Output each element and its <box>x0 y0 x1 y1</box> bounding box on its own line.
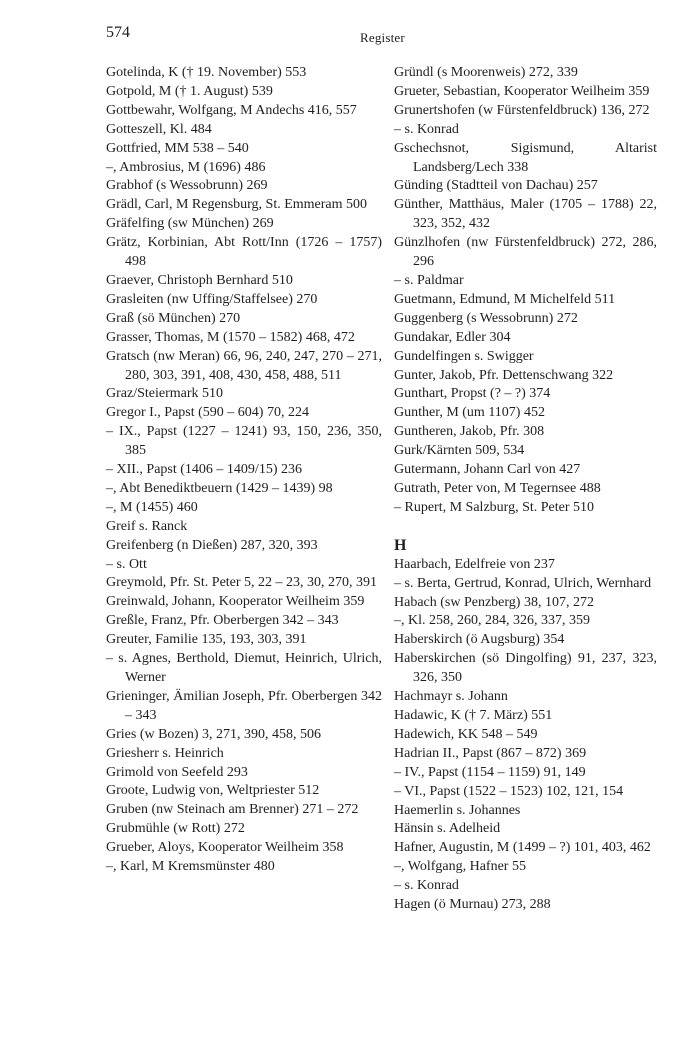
page-number: 574 <box>106 24 130 41</box>
index-entry: – s. Paldmar <box>394 272 464 288</box>
index-entry: –, Ambrosius, M (1696) 486 <box>106 159 266 175</box>
index-entry: Hadewich, KK 548 – 549 <box>394 726 538 742</box>
index-entry: Grueber, Aloys, Kooperator Weilheim 358 <box>106 840 344 856</box>
index-entry: Gotpold, M († 1. August) 539 <box>106 83 273 99</box>
index-entry: Graever, Christoph Bernhard 510 <box>106 272 293 288</box>
index-entry: – s. Konrad <box>394 121 459 137</box>
index-entry: Graz/Steiermark 510 <box>106 386 224 402</box>
index-entry: Grimold von Seefeld 293 <box>106 764 248 780</box>
index-entry: Griesherr s. Heinrich <box>106 745 224 761</box>
index-entry: – VI., Papst (1522 – 1523) 102, 121, 154 <box>394 783 624 799</box>
index-entry: Grubmühle (w Rott) 272 <box>106 821 245 837</box>
index-entry: – IV., Papst (1154 – 1159) 91, 149 <box>394 764 586 780</box>
index-entry: Gunter, Jakob, Pfr. Dettenschwang 322 <box>394 367 614 383</box>
index-entry: Grieninger, Ämilian Joseph, Pfr. Oberbergen 342 – 343 <box>106 688 382 723</box>
index-entry: Hadawic, K († 7. März) 551 <box>394 708 553 723</box>
index-entry: Günther, Matthäus, Maler (1705 – 1788) 22, 323, 352, 432 <box>394 197 657 232</box>
index-entry: Grueter, Sebastian, Kooperator Weilheim 359 <box>394 83 650 99</box>
index-entry: Gotteszell, Kl. 484 <box>106 121 212 137</box>
index-entry: Guntheren, Jakob, Pfr. 308 <box>394 424 545 440</box>
index-entry: Gundelfingen s. Swigger <box>394 348 534 364</box>
index-entry: Gschechsnot, Sigismund, Altarist Landsberg/Lech 338 <box>394 140 657 175</box>
index-entry: – s. Konrad <box>394 878 459 894</box>
index-section-g-continued <box>394 64 657 518</box>
index-entry: Grädl, Carl, M Regensburg, St. Emmeram 500 <box>106 197 368 213</box>
index-entry: Hänsin s. Adelheid <box>394 821 501 837</box>
index-entry: Grasleiten (nw Uffing/Staffelsee) 270 <box>106 291 318 307</box>
index-entry: Gutrath, Peter von, M Tegernsee 488 <box>394 480 601 496</box>
index-entry: Gunthart, Propst (? – ?) 374 <box>394 386 551 402</box>
index-entry: Greifenberg (n Dießen) 287, 320, 393 <box>106 537 318 553</box>
index-entry: Greif s. Ranck <box>106 518 188 534</box>
index-entry: Habach (sw Penzberg) 38, 107, 272 <box>394 594 594 610</box>
index-column-left <box>106 64 382 877</box>
index-entry: –, Wolfgang, Hafner 55 <box>394 859 526 875</box>
index-entry: –, M (1455) 460 <box>106 499 198 515</box>
index-entry: Haarbach, Edelfreie von 237 <box>394 556 555 572</box>
index-entry: Hagen (ö Murnau) 273, 288 <box>394 897 551 913</box>
index-entry: Guggenberg (s Wessobrunn) 272 <box>394 310 578 326</box>
index-entry: Gottbewahr, Wolfgang, M Andechs 416, 557 <box>106 102 357 118</box>
index-entry: Gurk/Kärnten 509, 534 <box>394 443 525 459</box>
index-entry: Graß (sö München) 270 <box>106 310 241 326</box>
index-entry: – IX., Papst (1227 – 1241) 93, 150, 236, 350, 385 <box>106 424 382 459</box>
index-entry: Gregor I., Papst (590 – 604) 70, 224 <box>106 405 309 421</box>
index-entry: Gründl (s Moorenweis) 272, 339 <box>394 65 578 80</box>
index-entry: – s. Berta, Gertrud, Konrad, Ulrich, Wernhard <box>394 575 652 591</box>
index-entry: Gotelinda, K († 19. November) 553 <box>106 65 307 80</box>
index-entry: Grasser, Thomas, M (1570 – 1582) 468, 472 <box>106 329 355 345</box>
index-entry: Günding (Stadtteil von Dachau) 257 <box>394 178 598 194</box>
index-entry: Hafner, Augustin, M (1499 – ?) 101, 403, 462 <box>394 840 651 856</box>
index-entry: Gräfelfing (sw München) 269 <box>106 216 274 232</box>
index-entry: Greßle, Franz, Pfr. Oberbergen 342 – 343 <box>106 613 339 629</box>
index-entry: – s. Agnes, Berthold, Diemut, Heinrich, Ulrich, Werner <box>106 651 382 685</box>
index-entry: Hadrian II., Papst (867 – 872) 369 <box>394 745 587 761</box>
index-entry: – s. Ott <box>106 556 147 572</box>
index-entry: – XII., Papst (1406 – 1409/15) 236 <box>106 462 302 478</box>
index-entry: Grabhof (s Wessobrunn) 269 <box>106 178 268 194</box>
index-entry: Gottfried, MM 538 – 540 <box>106 140 249 156</box>
index-entry: Guetmann, Edmund, M Michelfeld 511 <box>394 291 616 307</box>
index-entry: Greuter, Familie 135, 193, 303, 391 <box>106 632 307 648</box>
index-column-right <box>394 64 657 915</box>
index-entry: –, Kl. 258, 260, 284, 326, 337, 359 <box>394 613 590 629</box>
index-entry: Gruben (nw Steinach am Brenner) 271 – 272 <box>106 802 359 818</box>
index-entry: Haemerlin s. Johannes <box>394 802 521 818</box>
index-entry: Günzlhofen (nw Fürstenfeldbruck) 272, 286, 296 <box>394 235 657 270</box>
index-entry: Haberskirchen (sö Dingolfing) 91, 237, 323, 326, 350 <box>394 651 657 686</box>
index-entry: – Rupert, M Salzburg, St. Peter 510 <box>394 499 595 515</box>
index-entry: Gundakar, Edler 304 <box>394 329 511 345</box>
index-entry: Grunertshofen (w Fürstenfeldbruck) 136, 272 <box>394 102 650 118</box>
index-entry: Hachmayr s. Johann <box>394 689 508 705</box>
index-entry: –, Abt Benediktbeuern (1429 – 1439) 98 <box>106 480 333 496</box>
index-entry: Haberskirch (ö Augsburg) 354 <box>394 632 565 648</box>
index-entry: Grätz, Korbinian, Abt Rott/Inn (1726 – 1757) 498 <box>106 235 382 270</box>
index-entry: Gries (w Bozen) 3, 271, 390, 458, 506 <box>106 726 322 742</box>
index-entry: Gratsch (nw Meran) 66, 96, 240, 247, 270 – 271, 280, 303, 391, 408, 430, 458, 488, 511 <box>106 348 382 383</box>
index-entry: Gunther, M (um 1107) 452 <box>394 405 545 421</box>
running-head: Register <box>360 30 405 45</box>
index-entry: Greinwald, Johann, Kooperator Weilheim 359 <box>106 594 365 610</box>
index-entry: –, Karl, M Kremsmünster 480 <box>106 859 275 875</box>
index-entry: Gutermann, Johann Carl von 427 <box>394 462 581 478</box>
index-entry: Greymold, Pfr. St. Peter 5, 22 – 23, 30, 270, 391 <box>106 575 378 591</box>
section-letter-h: H <box>394 536 407 554</box>
index-section-h <box>394 556 657 915</box>
index-entry: Groote, Ludwig von, Weltpriester 512 <box>106 783 320 799</box>
